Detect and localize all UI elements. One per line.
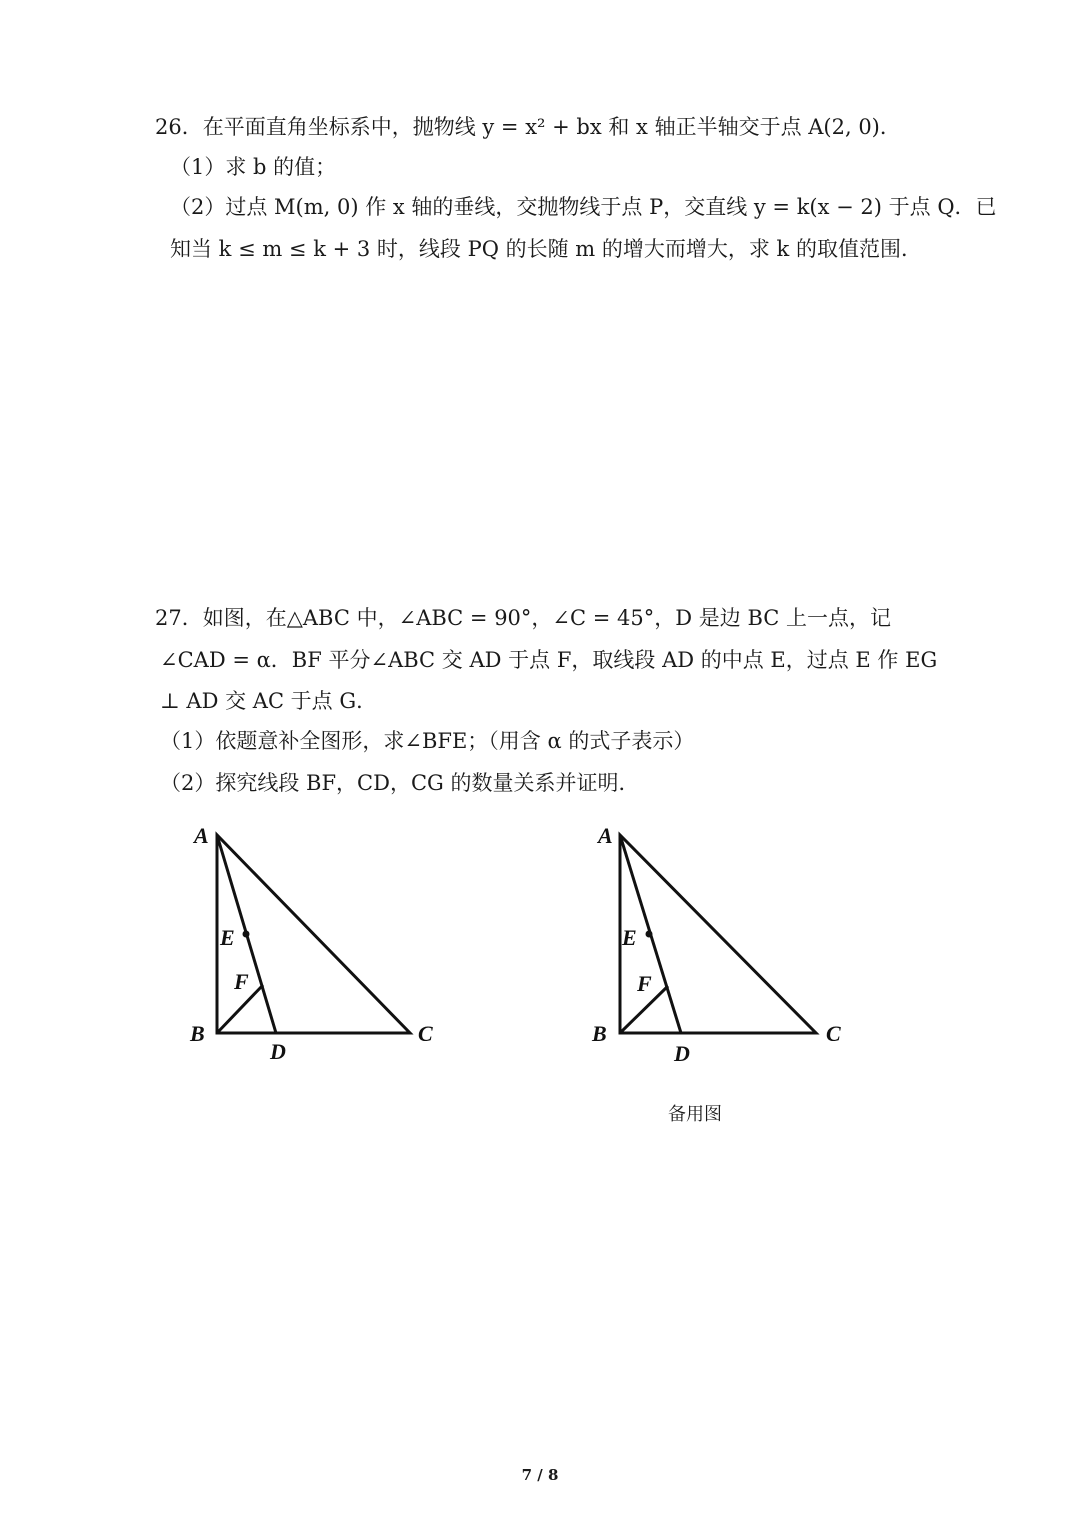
page-number: 7 / 8 [521, 1466, 559, 1484]
q26-line-1: 26．在平面直角坐标系中，抛物线 y = x² + bx 和 x 轴正半轴交于点 A(2, 0)． [155, 115, 901, 139]
label-b: B [190, 1021, 205, 1046]
backup-point-e [646, 931, 653, 938]
label-e: E [220, 925, 235, 950]
backup-label-f: F [637, 971, 652, 996]
backup-label-a: A [598, 823, 613, 848]
backup-label-e: E [622, 925, 637, 950]
backup-label-c: C [826, 1021, 841, 1046]
q26-part-1: （1）求 b 的值； [170, 155, 337, 179]
point-e [243, 931, 250, 938]
backup-label-d: D [674, 1041, 690, 1066]
backup-figure-caption: 备用图 [668, 1104, 722, 1125]
label-d: D [270, 1039, 286, 1064]
q27-part-2: （2）探究线段 BF，CD，CG 的数量关系并证明． [160, 771, 640, 795]
triangle-figure [180, 815, 450, 1075]
q27-line-2: ∠CAD = α．BF 平分∠ABC 交 AD 于点 F，取线段 AD 的中点 E，过点 E 作 EG [160, 648, 938, 672]
q27-line-3: ⊥ AD 交 AC 于点 G． [160, 689, 378, 713]
label-a: A [194, 823, 209, 848]
q26-part-2-cont: 知当 k ≤ m ≤ k + 3 时，线段 PQ 的长随 m 的增大而增大，求 k 的取值范围． [170, 237, 922, 261]
backup-label-b: B [592, 1021, 607, 1046]
q27-part-1: （1）依题意补全图形，求∠BFE；（用含 α 的式子表示） [160, 729, 695, 753]
label-c: C [418, 1021, 433, 1046]
q27-line-1: 27．如图，在△ABC 中，∠ABC = 90°，∠C = 45°，D 是边 BC 上一点，记 [155, 606, 892, 630]
backup-triangle-figure [584, 815, 854, 1075]
q26-part-2: （2）过点 M(m, 0) 作 x 轴的垂线，交抛物线于点 P，交直线 y = k(x − 2) 于点 Q．已 [170, 195, 997, 219]
label-f: F [234, 969, 249, 994]
